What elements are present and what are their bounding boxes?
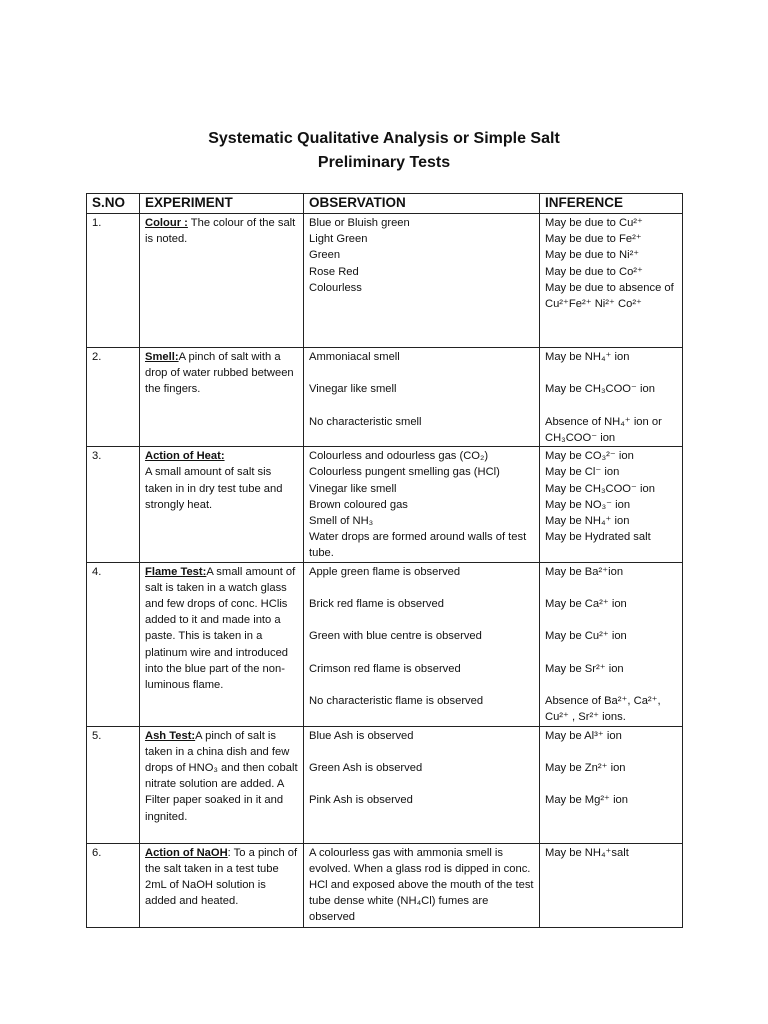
experiment-text: A pinch of salt is taken in a china dish and few drops of HNO₃ and then cobalt nitrate solution are added. A Filter paper soaked in it and ingnited. bbox=[145, 729, 298, 823]
row-experiment bbox=[140, 348, 304, 447]
inference-item: May be Sr²⁺ ion bbox=[545, 662, 624, 675]
row-inference bbox=[540, 348, 683, 447]
inference-item: May be Cu²⁺ ion bbox=[545, 630, 627, 643]
inference-item: May be NO₃⁻ ion bbox=[545, 498, 631, 511]
experiment-title: Colour : bbox=[145, 217, 188, 229]
observation-item: Green bbox=[309, 249, 341, 262]
document-subtitle: Preliminary Tests bbox=[317, 154, 451, 171]
table-row bbox=[87, 843, 683, 927]
observation-item: Vinegar like smell bbox=[309, 482, 397, 495]
row-experiment bbox=[140, 562, 304, 726]
row-sno: 3. bbox=[87, 447, 140, 562]
row-observation bbox=[304, 562, 540, 726]
table-row bbox=[87, 562, 683, 726]
inference-item: May be NH₄⁺ ion bbox=[545, 351, 630, 363]
table-row bbox=[87, 348, 683, 447]
inference-item: May be Al³⁺ ion bbox=[545, 729, 622, 742]
inference-item: May be Hydrated salt bbox=[545, 531, 651, 544]
observation-item: Rose Red bbox=[309, 265, 359, 278]
inference-item: May be Ba²⁺ion bbox=[545, 565, 624, 578]
inference-item: May be NH₄⁺ ion bbox=[545, 515, 630, 527]
row-inference bbox=[540, 562, 683, 726]
row-experiment bbox=[140, 214, 304, 348]
header-experiment: EXPERIMENT bbox=[140, 194, 304, 214]
inference-item: May be CH₃COO⁻ ion bbox=[545, 482, 655, 495]
observation-item: Water drops are formed around walls of test tube. bbox=[309, 531, 527, 560]
observation-item: Brick red flame is observed bbox=[309, 598, 444, 610]
row-sno: 5. bbox=[87, 726, 140, 843]
spacer bbox=[309, 645, 534, 661]
spacer bbox=[309, 744, 534, 760]
experiment-text: A small amount of salt is taken in a watch glass and few drops of conc. HClis added to it and made into a paste. This is taken in a platinum wire and introduced into the blue part of the non-luminous flame. bbox=[145, 565, 296, 692]
inference-item: May be NH₄⁺salt bbox=[545, 846, 629, 859]
spacer bbox=[309, 776, 534, 792]
inference-item: May be due to Fe²⁺ bbox=[545, 233, 642, 246]
spacer bbox=[545, 744, 677, 760]
row-observation bbox=[304, 843, 540, 927]
spacer bbox=[545, 612, 677, 628]
spacer bbox=[309, 365, 534, 381]
row-sno: 1. bbox=[87, 214, 140, 348]
experiment-text: A small amount of salt sis taken in in dry test tube and strongly heat. bbox=[145, 466, 283, 511]
preliminary-tests-table bbox=[86, 193, 683, 928]
table-row bbox=[87, 214, 683, 348]
observation-item: Blue or Bluish green bbox=[309, 217, 410, 229]
observation-item: Blue Ash is observed bbox=[309, 729, 414, 742]
row-inference bbox=[540, 214, 683, 348]
experiment-text: The colour of the salt is noted. bbox=[145, 217, 296, 246]
row-observation bbox=[304, 348, 540, 447]
inference-item: Absence of NH₄⁺ ion or CH₃COO⁻ ion bbox=[545, 415, 662, 444]
experiment-title: Action of Heat: bbox=[145, 450, 225, 463]
observation-item: Vinegar like smell bbox=[309, 383, 397, 396]
inference-item: May be due to Co²⁺ bbox=[545, 265, 643, 278]
spacer bbox=[545, 398, 677, 414]
observation-item: Green with blue centre is observed bbox=[309, 630, 482, 643]
row-experiment bbox=[140, 726, 304, 843]
row-observation bbox=[304, 447, 540, 562]
observation-item: No characteristic smell bbox=[309, 415, 422, 428]
observation-item: Pink Ash is observed bbox=[309, 794, 413, 807]
row-observation bbox=[304, 214, 540, 348]
observation-item: Ammoniacal smell bbox=[309, 351, 400, 363]
inference-item: May be Ca²⁺ ion bbox=[545, 598, 627, 610]
observation-item: Green Ash is observed bbox=[309, 762, 423, 774]
inference-item: May be CO₃²⁻ ion bbox=[545, 450, 634, 463]
inference-item: May be due to Cu²⁺ bbox=[545, 217, 643, 229]
experiment-title: Smell: bbox=[145, 351, 179, 363]
inference-item: May be CH₃COO⁻ ion bbox=[545, 383, 655, 396]
spacer bbox=[545, 580, 677, 596]
observation-item: No characteristic flame is observed bbox=[309, 695, 484, 708]
inference-item: May be Mg²⁺ ion bbox=[545, 794, 629, 807]
observation-item: Apple green flame is observed bbox=[309, 565, 461, 578]
inference-item: Absence of Ba²⁺, Ca²⁺, Cu²⁺ , Sr²⁺ ions. bbox=[545, 695, 661, 724]
observation-item: Crimson red flame is observed bbox=[309, 662, 461, 675]
row-experiment bbox=[140, 447, 304, 562]
spacer bbox=[545, 645, 677, 661]
spacer bbox=[545, 365, 677, 381]
document-title: Systematic Qualitative Analysis or Simple Salt bbox=[208, 130, 560, 147]
inference-item: May be due to Ni²⁺ bbox=[545, 249, 640, 262]
spacer bbox=[545, 677, 677, 693]
row-sno: 2. bbox=[87, 348, 140, 447]
inference-item: May be due to absence of Cu²⁺Fe²⁺ Ni²⁺ Co²⁺ bbox=[545, 281, 674, 311]
table-header-row bbox=[87, 194, 683, 214]
experiment-text: A pinch of salt with a drop of water rubbed between the fingers. bbox=[145, 351, 294, 396]
spacer bbox=[309, 612, 534, 628]
experiment-title: Ash Test: bbox=[145, 729, 196, 742]
row-experiment bbox=[140, 843, 304, 927]
header-sno: S.NO bbox=[87, 194, 140, 214]
spacer bbox=[545, 776, 677, 792]
observation-item: A colourless gas with ammonia smell is evolved. When a glass rod is dipped in conc. HCl and exposed above the mouth of the test tube dense white (NH₄Cl) fumes are observed bbox=[309, 846, 534, 924]
spacer bbox=[309, 580, 534, 596]
observation-item: Brown coloured gas bbox=[309, 498, 408, 511]
observation-item: Smell of NH₃ bbox=[309, 515, 374, 527]
row-inference bbox=[540, 447, 683, 562]
row-inference bbox=[540, 843, 683, 927]
inference-item: May be Zn²⁺ ion bbox=[545, 762, 626, 774]
observation-item: Colourless and odourless gas (CO₂) bbox=[309, 450, 489, 463]
observation-item: Colourless bbox=[309, 281, 362, 294]
row-inference bbox=[540, 726, 683, 843]
row-sno: 4. bbox=[87, 562, 140, 726]
spacer bbox=[309, 398, 534, 414]
row-observation bbox=[304, 726, 540, 843]
spacer bbox=[309, 677, 534, 693]
table-row bbox=[87, 447, 683, 562]
observation-item: Light Green bbox=[309, 233, 368, 246]
experiment-title: Flame Test: bbox=[145, 565, 207, 578]
header-observation: OBSERVATION bbox=[304, 194, 540, 214]
row-sno: 6. bbox=[87, 843, 140, 927]
experiment-text: : To a pinch of the salt taken in a test tube 2mL of NaOH solution is added and heated. bbox=[145, 846, 298, 908]
experiment-title: Action of NaOH bbox=[145, 846, 228, 859]
inference-item: May be Cl⁻ ion bbox=[545, 466, 620, 479]
observation-item: Colourless pungent smelling gas (HCl) bbox=[309, 466, 500, 479]
header-inference: INFERENCE bbox=[540, 194, 683, 214]
table-row bbox=[87, 726, 683, 843]
